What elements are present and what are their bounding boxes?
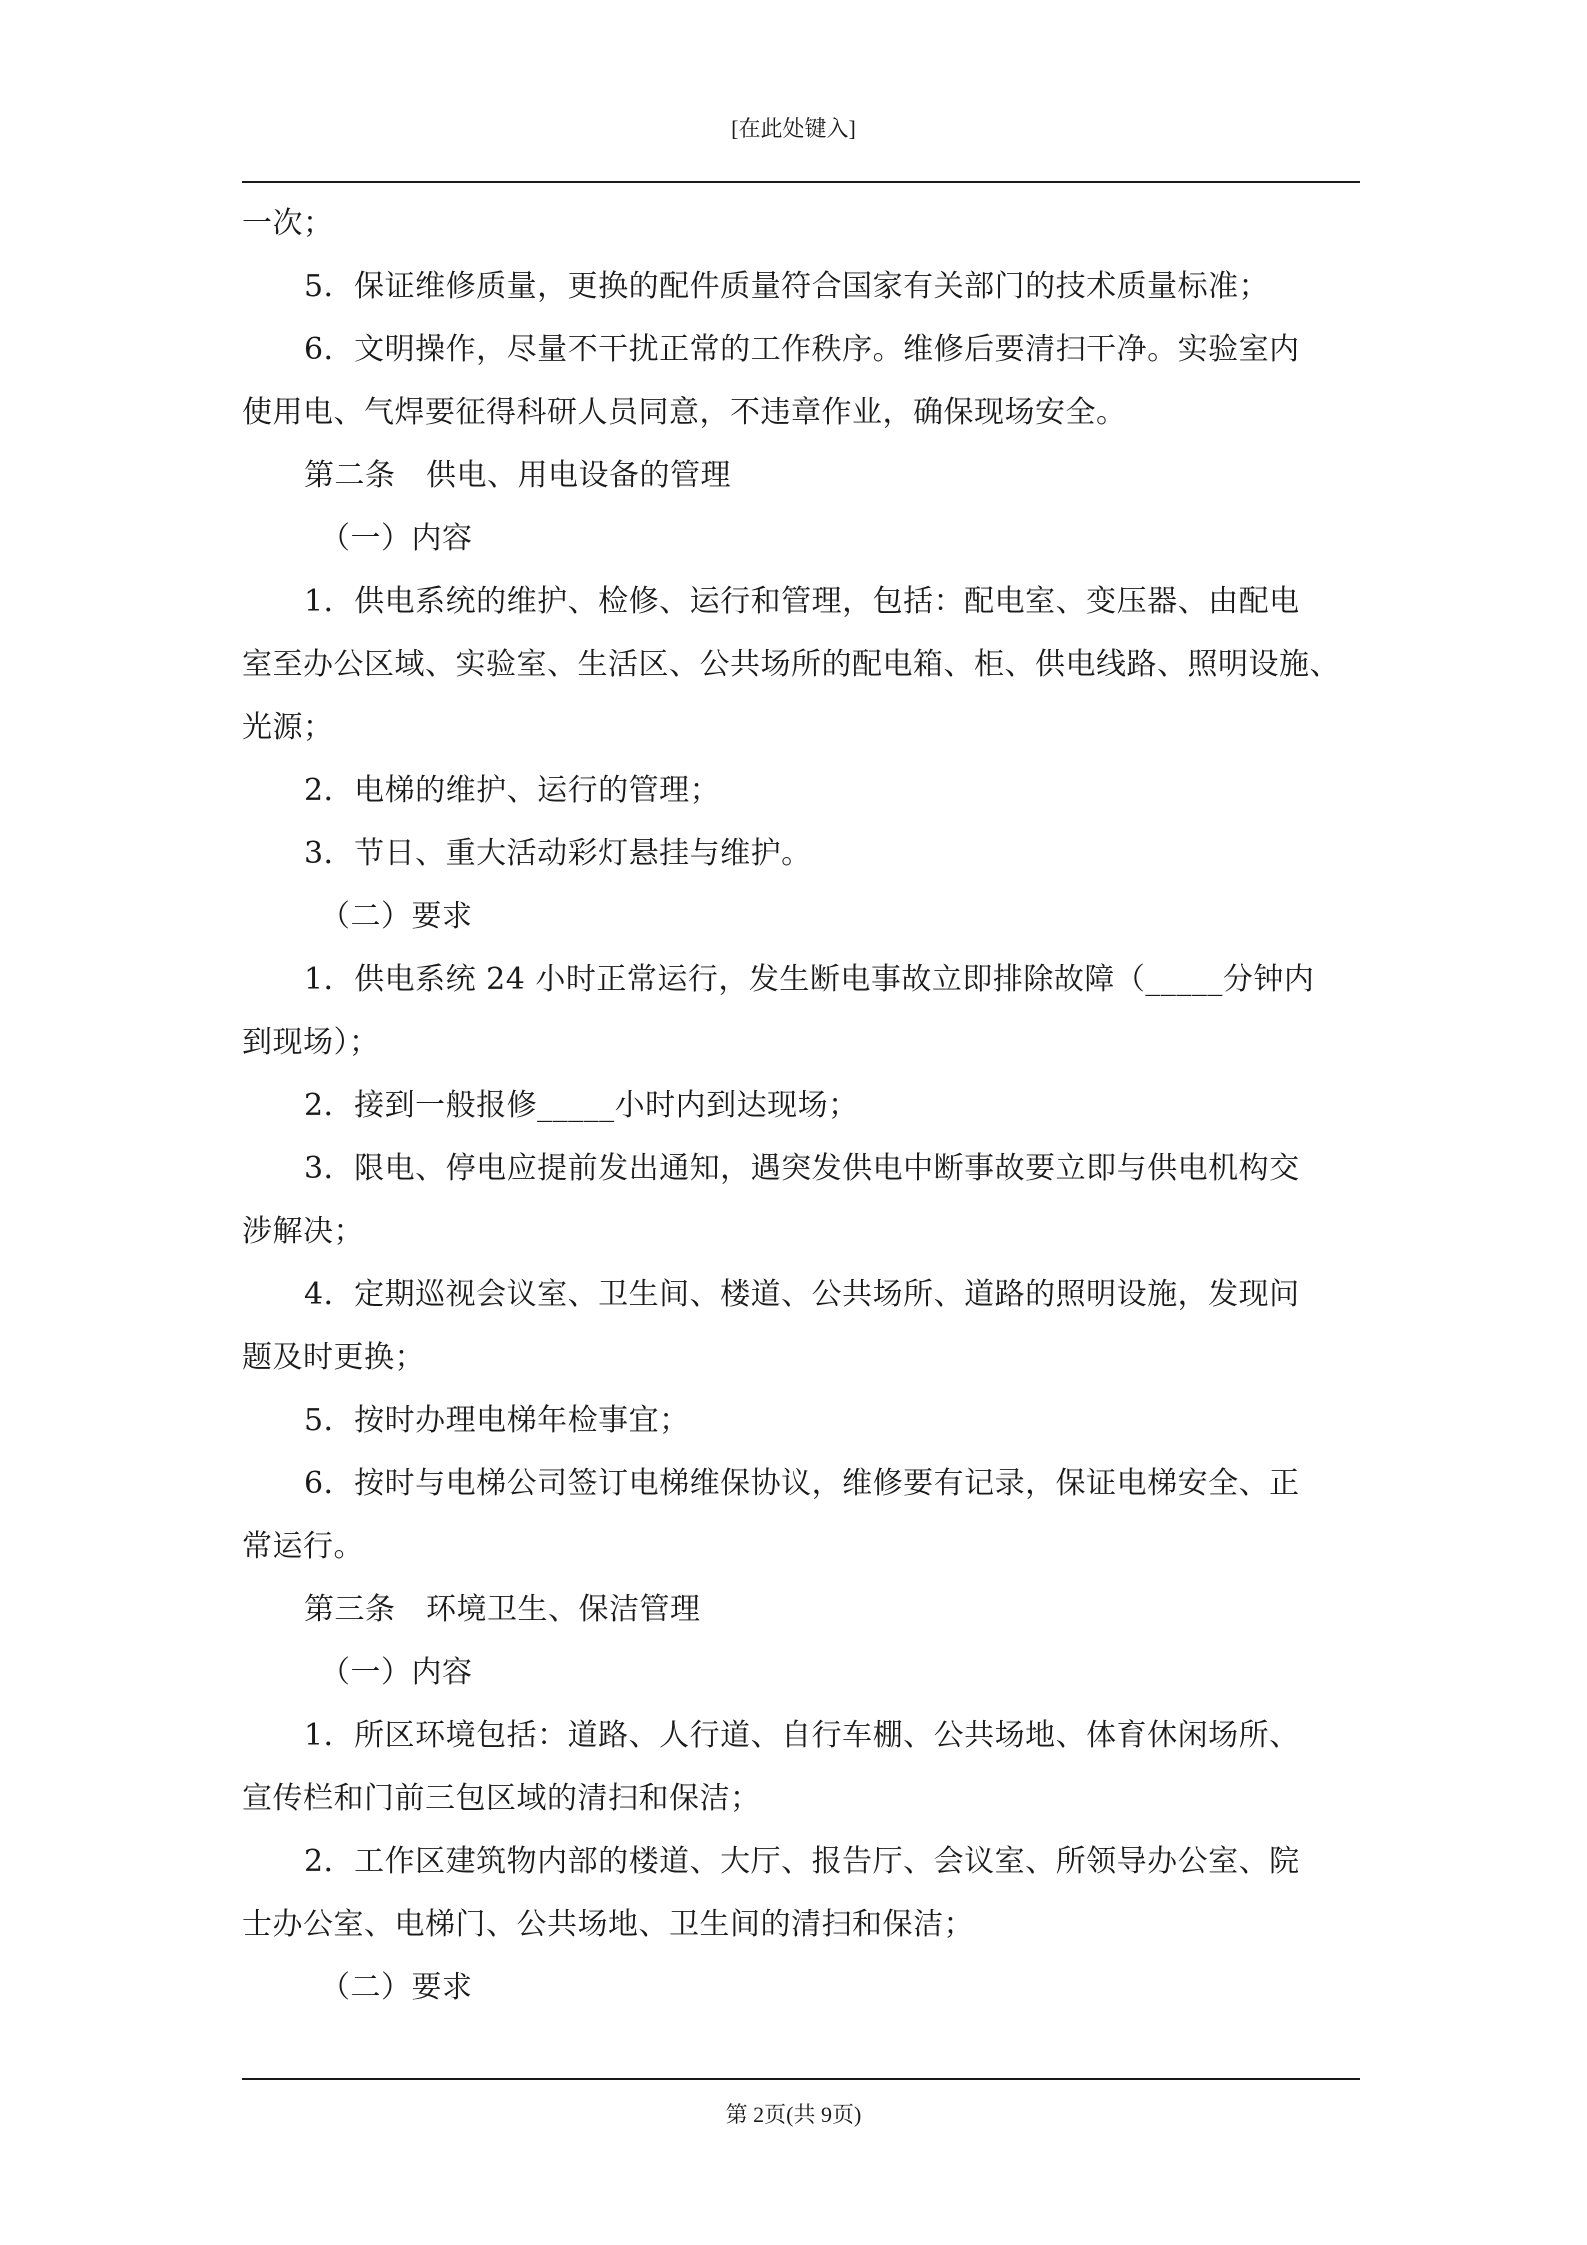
text-line: 3．限电、停电应提前发出通知，遇突发供电中断事故要立即与供电机构交 (304, 1151, 1300, 1186)
document-body (242, 192, 1360, 2019)
text-line: 一次； (242, 206, 334, 241)
header-divider (242, 181, 1360, 183)
text-line: 2．工作区建筑物内部的楼道、大厅、报告厅、会议室、所领导办公室、院 (304, 1844, 1300, 1879)
text-line: 5．按时办理电梯年检事宜； (304, 1403, 690, 1438)
text-line: 6．按时与电梯公司签订电梯维保协议，维修要有记录，保证电梯安全、正 (304, 1466, 1300, 1501)
text-line: （二）要求 (320, 1970, 473, 2005)
text-line: 3．节日、重大活动彩灯悬挂与维护。 (304, 836, 812, 871)
text-line: 2．电梯的维护、运行的管理； (304, 773, 721, 808)
text-line: 使用电、气焊要征得科研人员同意，不违章作业，确保现场安全。 (242, 395, 1127, 430)
text-line: 2．接到一般报修_____小时内到达现场； (304, 1088, 859, 1123)
text-line: 1．所区环境包括：道路、人行道、自行车棚、公共场地、体育休闲场所、 (304, 1718, 1300, 1753)
text-line: 涉解决； (242, 1214, 364, 1249)
text-line: （一）内容 (320, 521, 473, 556)
text-line: 光源； (242, 710, 334, 745)
footer-divider (242, 2078, 1360, 2080)
text-line: 题及时更换； (242, 1340, 425, 1375)
text-line: 1．供电系统 24 小时正常运行，发生断电事故立即排除故障（_____分钟内 (304, 962, 1315, 997)
page-header: [在此处键入] (731, 116, 856, 141)
text-line: （一）内容 (320, 1655, 473, 1690)
text-line: 6．文明操作，尽量不干扰正常的工作秩序。维修后要清扫干净。实验室内 (304, 332, 1300, 367)
text-line: 4．定期巡视会议室、卫生间、楼道、公共场所、道路的照明设施，发现问 (304, 1277, 1300, 1312)
text-line: 士办公室、电梯门、公共场地、卫生间的清扫和保洁； (242, 1907, 974, 1942)
text-line: 常运行。 (242, 1529, 364, 1564)
text-line: 宣传栏和门前三包区域的清扫和保洁； (242, 1781, 761, 1816)
text-line: 室至办公区域、实验室、生活区、公共场所的配电箱、柜、供电线路、照明设施、 (242, 647, 1340, 682)
text-line: 1．供电系统的维护、检修、运行和管理，包括：配电室、变压器、由配电 (304, 584, 1300, 619)
text-line: （二）要求 (320, 899, 473, 934)
text-line: 5．保证维修质量，更换的配件质量符合国家有关部门的技术质量标准； (304, 269, 1270, 304)
text-line: 第三条 环境卫生、保洁管理 (304, 1592, 701, 1627)
text-line: 第二条 供电、用电设备的管理 (304, 458, 731, 493)
text-line: 到现场）； (242, 1025, 380, 1060)
page-footer: 第 2页(共 9页) (725, 2102, 862, 2127)
